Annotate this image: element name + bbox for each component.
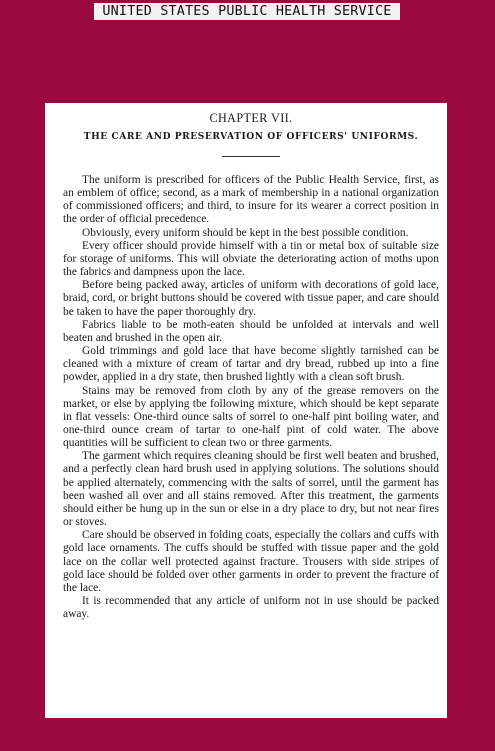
paragraph: Before being packed away, articles of uniform with decorations of gold lace, braid, cord, or bright buttons should be covered with tissue paper, and care should be taken to have the paper thoroughly dry. bbox=[63, 279, 439, 318]
title-divider bbox=[222, 156, 280, 157]
paragraph: The garment which requires cleaning should be first well beaten and brushed, and a perfectly clean hard brush used in applying solutions. The solutions should be applied alternately, commencing with the salts of sorrel, until the garment has been washed all over and all stains removed. After this treatment, the garments should either be hung up in the sun or else in a dry place to dry, but not near fires or stoves. bbox=[63, 450, 439, 529]
paragraph: Fabrics liable to be moth-eaten should be unfolded at intervals and well beaten and brushed in the open air. bbox=[63, 318, 439, 344]
chapter-number: CHAPTER VII. bbox=[209, 111, 293, 125]
chapter-body bbox=[63, 174, 439, 621]
paragraph: The uniform is prescribed for officers of the Public Health Service, first, as an emblem of office; second, as a mark of membership in a national organization of commissioned officers; and third, to insure for its wearer a correct position in the order of official precedence. bbox=[63, 174, 439, 226]
paragraph: Care should be observed in folding coats, especially the collars and cuffs with gold lace ornaments. The cuffs should be stuffed with tissue paper and the gold lace on the collar well protected against fracture. Trousers with side stripes of gold lace should be folded over other garments in order to prevent the fracture of the lace. bbox=[63, 529, 439, 594]
paragraph: Every officer should provide himself with a tin or metal box of suitable size for storage of uniforms. This will obviate the deteriorating action of moths upon the fabrics and dampness upon the lace. bbox=[63, 239, 439, 279]
paragraph: Stains may be removed from cloth by any of the grease removers on the market, or else by applying tbe following mixture, which should be kept separate in flat vessels: One-third ounce salts of sorrel to one-half pint boiling water, and one-third ounce cream of tartar to one-half pint of cold water. The above quantities will be sufficient to clean two or three garments. bbox=[63, 384, 439, 450]
paragraph: Gold trimmings and gold lace that have become slightly tarnished can be cleaned with a mixture of cream of tartar and dry bread, rubbed up into a fine powder, applied in a dry state, then brushed lightly with a clean soft brush. bbox=[63, 345, 439, 384]
chapter-title: THE CARE AND PRESERVATION OF OFFICERS' UNIFORMS. bbox=[83, 131, 419, 142]
paragraph: Obviously, every uniform should be kept in the best possible condition. bbox=[82, 226, 409, 239]
site-banner: UNITED STATES PUBLIC HEALTH SERVICE bbox=[94, 3, 400, 20]
paragraph: It is recommended that any article of uniform not in use should be packed away. bbox=[63, 595, 439, 621]
document-page bbox=[45, 103, 447, 718]
